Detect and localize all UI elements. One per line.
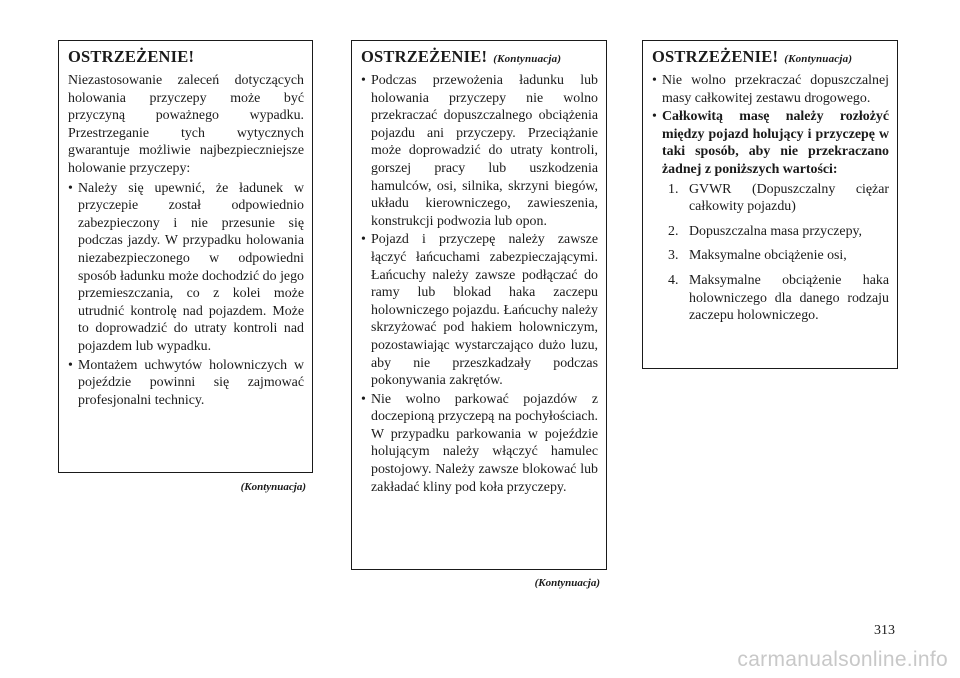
warning-title: OSTRZEŻENIE! (Kontynuacja) (652, 47, 853, 66)
list-item: 3. Maksymalne obciążenie osi, (668, 248, 847, 264)
warning-box-2 (351, 40, 607, 570)
warning-bullet-list (68, 180, 304, 410)
list-item: 1. GVWR (Dopuszczalny ciężar całkowity pojazdu) (668, 181, 889, 215)
list-item (652, 108, 889, 325)
continued-label: (Kontynuacja) (240, 481, 306, 493)
warning-intro: Niezastosowanie zaleceń dotyczących holowania przyczepy może być przyczyną poważnego wypadku. Przestrzeganie tych wytycznych gwarantuje możliwie najbezpieczniejsze holowanie przyczepy: (68, 73, 304, 176)
continued-subtitle: (Kontynuacja) (493, 53, 562, 65)
continued-subtitle: (Kontynuacja) (784, 53, 853, 65)
list-item: • Nie wolno przekraczać dopuszczalnej masy całkowitej zestawu drogowego. (652, 72, 889, 107)
watermark: carmanualsonline.info (737, 648, 948, 671)
list-item: 2. Dopuszczalna masa przyczepy, (668, 223, 863, 239)
warning-box-1 (58, 40, 313, 473)
list-item: • Podczas przewożenia ładunku lub holowania przyczepy nie wolno przekraczać dopuszczalnego obciążenia pojazdu ani przyczepy. Przeciążanie może doprowadzić do utraty kontroli, gorszej pracy lub uszkodzenia hamulców, osi, silnika, skrzyni biegów, układu kierowniczego, zawieszenia, konstrukcji podwozia lub opon. (361, 72, 598, 230)
warning-box-3 (642, 40, 898, 369)
list-item: • Nie wolno parkować pojazdów z doczepioną przyczepą na pochyłościach. W przypadku parkowania w pojeździe holującym należy włączyć hamulec postojowy. Należy zawsze blokować lub zakładać kliny pod koła przyczepy. (361, 391, 598, 497)
page-number: 313 (874, 623, 895, 638)
list-item: • Montażem uchwytów holowniczych w pojeździe powinni się zajmować profesjonalni technicy. (68, 357, 304, 410)
warning-title: OSTRZEŻENIE! (Kontynuacja) (361, 47, 562, 66)
continued-label: (Kontynuacja) (534, 577, 600, 589)
limits-list (662, 181, 889, 325)
warning-bullet-list (652, 72, 889, 325)
bold-instruction: Całkowitą masę należy rozłożyć między pojazd holujący i przyczepę w taki sposób, aby nie przekraczano żadnej z poniższych wartości: (662, 109, 889, 177)
warning-title: OSTRZEŻENIE! (68, 47, 195, 66)
list-item: • Pojazd i przyczepę należy zawsze łączyć łańcuchami zabezpieczającymi. Łańcuchy należy zawsze podłączać do ramy lub blokad haka zaczepu holowniczego pojazdu. Łańcuchy należy skrzyżować pod hakiem holowniczym, pozostawiając wystarczająco dużo luzu, aby nie przeszkadzały podczas pokonywania zakrętów. (361, 231, 598, 389)
list-item: • Należy się upewnić, że ładunek w przyczepie został odpowiednio zabezpieczony i nie przesunie się podczas jazdy. W przypadku holowania niezabezpieczonego w odpowiedni sposób ładunku może dochodzić do jego przemieszczania, co z kolei może utrudnić kontrolę nad pojazdem. Może to doprowadzić do utraty kontroli nad pojazdem lub wypadku. (68, 180, 304, 356)
list-item: 4. Maksymalne obciążenie haka holowniczego dla danego rodzaju zaczepu holowniczego. (668, 272, 889, 324)
warning-bullet-list (361, 72, 598, 496)
